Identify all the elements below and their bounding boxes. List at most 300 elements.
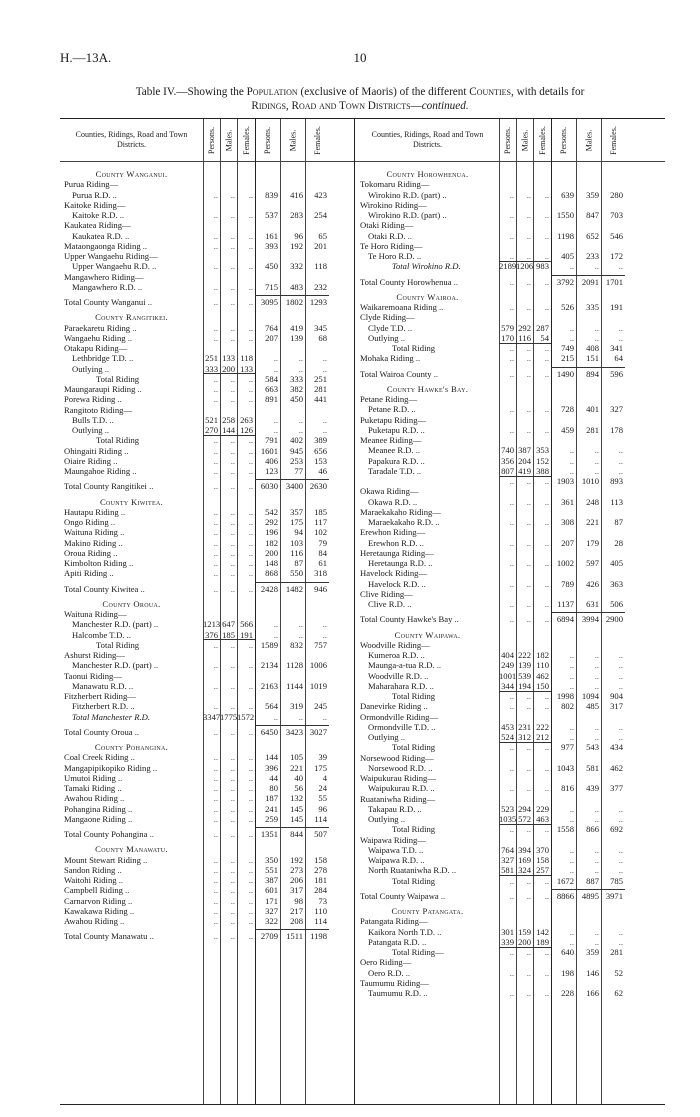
table-row	[60, 640, 329, 650]
row-label	[360, 794, 497, 804]
value-cell: ..	[213, 885, 218, 896]
row-label-text: Kaitoke R.D.	[72, 210, 118, 220]
row-label	[368, 333, 497, 343]
leader-dots: ..	[405, 322, 413, 333]
leader-dots: ..	[416, 844, 424, 855]
value-cell: 523	[501, 803, 514, 814]
row-label-text: Taumumu R.D.	[368, 988, 422, 998]
value-cell: ..	[273, 363, 278, 374]
table-row	[60, 814, 329, 824]
row-label-text: Oiaire Riding	[64, 455, 112, 466]
row-label	[64, 752, 201, 762]
value-cell: 1558	[556, 824, 574, 835]
county-total-row	[60, 481, 329, 491]
table-row	[60, 619, 329, 629]
value-cell: 1006	[309, 660, 327, 671]
table-row	[356, 783, 625, 793]
value-cell: 789	[561, 578, 574, 589]
value-cell: ..	[544, 599, 549, 609]
value-cell: 3423	[285, 726, 303, 737]
county-total-row	[60, 727, 329, 737]
value-cell: 151	[586, 353, 599, 364]
population-table	[60, 118, 665, 1105]
value-cell: 327	[610, 404, 623, 415]
value-cell: 139	[518, 660, 531, 671]
row-label	[368, 988, 497, 998]
value-cell: 539	[518, 670, 531, 681]
leader-dots: ..	[102, 425, 110, 435]
value-cell: 639	[561, 189, 574, 200]
value-cell: 317	[610, 701, 623, 712]
row-label	[360, 369, 497, 379]
table-row	[60, 630, 329, 640]
value-cell: ..	[213, 547, 218, 558]
value-cell: 1001	[499, 670, 517, 681]
row-label-text: Waipawa T.D.	[368, 844, 417, 855]
value-cell: ..	[594, 660, 599, 671]
row-label-text: Kaukatea Riding—	[64, 220, 131, 231]
value-cell: 103	[290, 537, 303, 548]
value-cell: ..	[509, 276, 514, 287]
value-cell: ..	[213, 506, 218, 517]
value-cell: 61	[318, 558, 327, 568]
value-cell: 485	[586, 701, 599, 712]
table-row	[356, 220, 625, 230]
leader-dots: ..	[410, 496, 418, 507]
row-label	[72, 619, 201, 629]
table-row	[356, 927, 625, 937]
value-cell: 182	[536, 650, 549, 660]
value-cell: 601	[265, 885, 278, 896]
row-label	[64, 804, 201, 814]
value-cell: ..	[618, 650, 623, 660]
row-label	[368, 251, 497, 261]
value-cell: 1144	[286, 680, 303, 691]
value-cell: 28	[614, 537, 623, 548]
value-cell: 148	[265, 558, 278, 568]
value-cell: ..	[544, 614, 549, 625]
value-cell: 171	[265, 895, 278, 906]
row-label	[368, 599, 497, 609]
value-cell: 894	[586, 368, 599, 379]
leader-dots: ..	[117, 916, 125, 926]
row-label-text: County Horowhenua.	[386, 169, 469, 179]
row-label	[360, 712, 497, 722]
row-label-text: Pohangina Riding	[64, 803, 126, 814]
row-label-text: Clive R.D.	[368, 599, 406, 609]
row-label	[360, 394, 497, 404]
value-cell: 278	[314, 864, 327, 875]
document-reference: H.—13A.	[60, 50, 112, 65]
value-cell: ..	[618, 855, 623, 865]
left-males-header	[220, 119, 237, 161]
row-label	[360, 891, 497, 901]
row-label-text: County Pohangina.	[94, 742, 169, 752]
row-label-text: Te Horo Riding—	[360, 240, 423, 251]
value-cell: 280	[610, 189, 623, 200]
value-cell: ..	[526, 496, 531, 507]
value-cell: 802	[561, 701, 574, 712]
value-cell: ..	[273, 353, 278, 364]
value-cell: 441	[314, 394, 327, 405]
value-cell: ..	[569, 660, 574, 671]
value-cell: 166	[586, 988, 599, 998]
row-label-text: Umutoi Riding	[64, 772, 116, 783]
value-cell: ..	[509, 517, 514, 527]
row-label-text: Ormondville T.D.	[368, 721, 430, 732]
value-cell: ..	[230, 455, 235, 466]
value-cell: 44	[269, 772, 278, 783]
value-cell: ..	[230, 230, 235, 241]
value-cell: ..	[594, 455, 599, 466]
value-cell: 270	[205, 425, 218, 435]
right-males-header	[576, 119, 601, 161]
row-label-text: Maungahoe Riding	[64, 466, 131, 476]
value-cell: 387	[265, 875, 278, 885]
value-cell: 253	[290, 455, 303, 466]
value-cell: ..	[526, 189, 531, 200]
leader-dots: ..	[125, 332, 133, 343]
leader-dots: ..	[126, 558, 134, 568]
value-cell: 259	[265, 813, 278, 824]
row-label	[64, 272, 201, 282]
row-label-text: Total County Oroua	[64, 726, 133, 737]
total-rule	[255, 725, 329, 726]
row-label	[64, 609, 201, 619]
value-cell: ..	[618, 455, 623, 466]
row-label	[60, 497, 203, 507]
table-row	[60, 261, 329, 271]
table-row	[356, 968, 625, 978]
row-label	[368, 404, 497, 414]
value-cell: 791	[265, 435, 278, 446]
row-label-text: Manchester R.D. (part)	[72, 660, 152, 671]
row-label-text: Otakapu Riding—	[64, 343, 128, 353]
county-heading	[60, 497, 329, 507]
value-cell: 324	[518, 865, 531, 876]
leader-dots: ..	[130, 322, 137, 333]
value-cell: ..	[298, 629, 303, 640]
value-cell: ..	[526, 210, 531, 220]
value-cell: 241	[265, 803, 278, 814]
value-cell: ..	[230, 875, 235, 885]
row-label	[360, 486, 497, 496]
row-label-text: County Rangitikei.	[95, 312, 168, 323]
table-row	[60, 200, 329, 210]
table-row	[60, 865, 329, 875]
table-row	[356, 824, 625, 834]
row-label-text: Total County Wanganui	[64, 297, 146, 307]
table-row	[356, 261, 625, 271]
value-cell: ..	[594, 855, 599, 865]
row-label-text: Ongo Riding	[64, 517, 109, 527]
value-cell: 233	[586, 251, 599, 261]
table-row	[60, 282, 329, 292]
value-cell: 703	[610, 210, 623, 220]
value-cell: 584	[265, 373, 278, 384]
value-cell: ..	[248, 829, 253, 839]
value-cell: 402	[290, 435, 303, 446]
value-cell: ..	[526, 424, 531, 435]
table-row	[60, 660, 329, 670]
row-label	[64, 727, 201, 737]
leader-dots: ..	[419, 578, 426, 589]
row-label	[72, 701, 201, 711]
value-cell: 139	[290, 332, 303, 343]
table-row	[60, 763, 329, 773]
row-label	[392, 691, 497, 701]
leader-dots: ..	[111, 455, 118, 466]
value-cell: 2189	[499, 261, 517, 272]
table-row	[356, 435, 625, 445]
row-label-text: Mohaka Riding	[360, 353, 414, 364]
value-cell: ..	[248, 752, 253, 763]
row-label	[360, 916, 497, 926]
value-cell: ..	[569, 844, 574, 855]
value-cell: 1998	[556, 691, 574, 701]
row-label	[368, 783, 497, 793]
value-cell: 161	[265, 230, 278, 241]
row-label-text: Waikaremoana Riding	[360, 302, 437, 312]
row-label	[64, 456, 201, 466]
value-cell: ..	[213, 445, 218, 456]
table-row	[356, 568, 625, 578]
value-cell: ..	[213, 762, 218, 773]
value-cell: 73	[318, 895, 327, 906]
row-label-text: Oroua Riding	[64, 547, 112, 558]
value-cell: ..	[213, 394, 218, 405]
table-row	[60, 435, 329, 445]
value-cell: 526	[561, 302, 574, 312]
value-cell: 341	[610, 343, 623, 353]
leader-dots: ..	[413, 445, 421, 456]
row-label	[60, 742, 203, 752]
row-label-text: Woodville Riding—	[360, 639, 430, 650]
row-label	[368, 456, 497, 466]
row-label	[72, 210, 201, 220]
leader-dots: ..	[151, 619, 159, 630]
row-label	[368, 681, 497, 691]
value-cell: ..	[544, 824, 549, 835]
row-label-text: Waitohi Riding	[64, 875, 117, 885]
header-label: Persons.	[503, 126, 513, 154]
value-cell: 194	[518, 680, 531, 691]
table-row	[356, 845, 625, 855]
leader-dots: ..	[135, 281, 143, 292]
table-row	[60, 364, 329, 374]
row-label-text: Total Riding—	[392, 947, 444, 957]
value-cell: ..	[544, 701, 549, 712]
county-total-row	[356, 369, 625, 379]
value-cell: ..	[509, 558, 514, 568]
row-label	[368, 517, 497, 527]
row-label-text: Patangata Riding—	[360, 916, 428, 927]
value-cell: ..	[544, 742, 549, 753]
value-cell: 868	[265, 568, 278, 579]
value-cell: ..	[509, 614, 514, 625]
value-cell: ..	[248, 762, 253, 773]
leader-dots: ..	[398, 732, 406, 742]
value-cell: 4895	[581, 890, 599, 901]
value-cell: 785	[610, 875, 623, 886]
value-cell: 572	[518, 814, 531, 824]
value-cell: 308	[561, 517, 574, 527]
row-label	[96, 640, 201, 650]
value-cell: 462	[610, 762, 623, 773]
value-cell: ..	[594, 732, 599, 742]
row-label-text: County Kiwitea.	[99, 496, 164, 507]
value-cell: 258	[222, 414, 235, 425]
leader-dots: ..	[127, 905, 135, 916]
value-cell: ..	[230, 639, 235, 650]
value-cell: ..	[526, 691, 531, 701]
row-label	[368, 497, 497, 507]
row-label-text: Wirokino Riding—	[360, 199, 427, 210]
value-cell: ..	[526, 614, 531, 625]
leader-dots: ..	[122, 230, 130, 241]
row-label	[368, 763, 497, 773]
row-label	[64, 814, 201, 824]
row-label	[64, 906, 201, 916]
value-cell: 46	[318, 466, 327, 476]
row-label-text: County Hawke's Bay.	[386, 383, 469, 394]
value-cell: 116	[518, 332, 531, 343]
value-cell: ..	[248, 660, 253, 671]
value-cell: 345	[314, 322, 327, 333]
leader-dots: ..	[116, 875, 123, 885]
left-females-header	[237, 119, 255, 161]
leader-dots: ..	[102, 363, 110, 374]
value-cell: 579	[501, 322, 514, 333]
row-label-text: Total County Manawatu	[64, 931, 148, 942]
header-label: Males.	[288, 129, 297, 151]
value-cell: 382	[290, 384, 303, 394]
leader-dots: ..	[418, 855, 425, 865]
value-cell: ..	[230, 660, 235, 671]
leader-dots: ..	[117, 527, 125, 538]
table-row	[60, 220, 329, 230]
value-cell: 542	[265, 506, 278, 517]
table-row	[356, 302, 625, 312]
leader-dots: ..	[125, 895, 133, 906]
value-cell: ..	[509, 762, 514, 773]
value-cell: ..	[213, 189, 218, 200]
table-row	[356, 527, 625, 537]
leader-dots: ..	[427, 680, 434, 691]
table-row	[60, 701, 329, 711]
table-row	[356, 742, 625, 752]
value-cell: ..	[569, 670, 574, 681]
value-cell: ..	[544, 947, 549, 957]
leader-dots: ..	[418, 424, 425, 435]
value-cell: ..	[544, 496, 549, 507]
table-row	[356, 865, 625, 875]
row-label	[64, 558, 201, 568]
table-row	[356, 691, 625, 701]
value-cell: 158	[314, 854, 327, 865]
value-cell: ..	[509, 875, 514, 886]
table-row	[356, 231, 625, 241]
value-cell: 222	[518, 650, 531, 660]
value-cell: ..	[248, 281, 253, 292]
value-cell: 551	[265, 864, 278, 875]
leader-dots: ..	[429, 721, 436, 732]
value-cell: ..	[230, 752, 235, 763]
value-cell: 359	[586, 947, 599, 957]
value-cell: ..	[248, 322, 253, 333]
value-cell: 652	[586, 230, 599, 241]
table-row	[60, 548, 329, 558]
row-label-text: Makino Riding	[64, 537, 117, 548]
row-label-text: Puketapu Riding—	[360, 414, 427, 425]
row-label	[368, 855, 497, 865]
value-cell: 185	[222, 629, 235, 640]
leader-dots: ..	[118, 506, 126, 517]
value-cell: ..	[569, 261, 574, 272]
value-cell: 3971	[605, 890, 623, 901]
value-cell: 221	[586, 517, 599, 527]
leader-dots: ..	[116, 537, 123, 548]
value-cell: ..	[248, 854, 253, 865]
value-cell: ..	[213, 931, 218, 942]
value-cell: 546	[610, 230, 623, 241]
value-cell: ..	[213, 466, 218, 476]
value-cell: ..	[298, 353, 303, 364]
value-cell: ..	[322, 363, 327, 374]
total-rule	[255, 827, 329, 828]
county-total-row	[60, 931, 329, 941]
value-cell: 3400	[285, 481, 303, 492]
table-row	[356, 804, 625, 814]
value-cell: ..	[248, 332, 253, 343]
table-row	[356, 681, 625, 691]
total-rule	[551, 612, 625, 613]
leader-dots: ..	[149, 261, 157, 272]
value-cell: ..	[569, 865, 574, 876]
row-label	[368, 865, 497, 875]
row-label-text: Kumeroa R.D.	[368, 650, 419, 660]
value-cell: 405	[610, 558, 623, 568]
value-cell: ..	[248, 813, 253, 824]
value-cell: ..	[509, 742, 514, 753]
value-cell: ..	[248, 701, 253, 712]
value-cell: 333	[205, 363, 218, 374]
value-cell: 357	[290, 506, 303, 517]
value-cell: 257	[536, 865, 549, 876]
value-cell: 318	[314, 568, 327, 579]
row-label	[368, 210, 497, 220]
value-cell: ..	[322, 353, 327, 364]
table-row	[356, 589, 625, 599]
value-cell: 196	[265, 527, 278, 538]
row-label-text: Total County Horowhenua	[360, 276, 452, 287]
row-label	[72, 353, 201, 363]
row-label	[60, 844, 203, 854]
table-row	[60, 671, 329, 681]
value-cell: ..	[248, 394, 253, 405]
value-cell: 1482	[285, 583, 303, 594]
value-cell: 322	[265, 916, 278, 926]
value-cell: 405	[561, 251, 574, 261]
leader-dots: ..	[449, 865, 457, 876]
value-cell: ..	[213, 332, 218, 343]
value-cell: 891	[265, 394, 278, 405]
row-label-text: Sandon Riding	[64, 864, 116, 875]
value-cell: 376	[205, 629, 218, 640]
value-cell: 887	[586, 875, 599, 886]
value-cell: ..	[230, 931, 235, 942]
row-label-text: Awahou Riding	[64, 793, 118, 804]
